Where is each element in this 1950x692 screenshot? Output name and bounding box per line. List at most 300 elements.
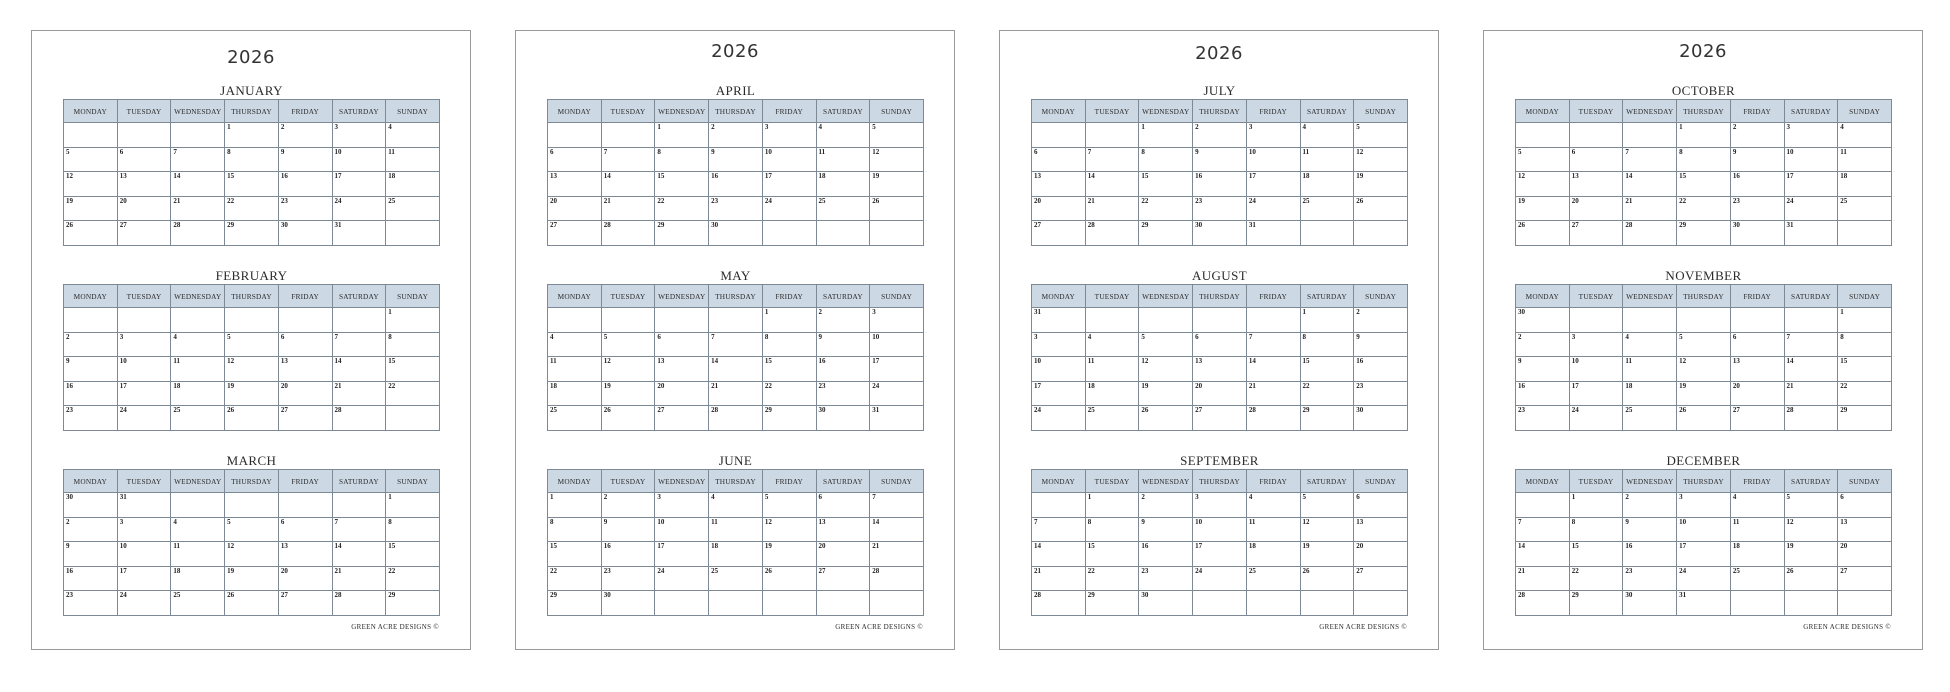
day-cell: 22: [1569, 566, 1623, 591]
weekday-header: SUNDAY: [1354, 285, 1408, 308]
day-cell: 21: [171, 196, 225, 221]
day-cell: [1246, 308, 1300, 333]
day-cell: 19: [1139, 381, 1193, 406]
day-cell: 9: [816, 332, 870, 357]
day-cell: 10: [332, 147, 386, 172]
day-cell: 21: [1516, 566, 1570, 591]
day-cell: 9: [601, 517, 655, 542]
day-cell: 28: [171, 221, 225, 246]
weekday-header: MONDAY: [1032, 470, 1086, 493]
day-cell: 25: [816, 196, 870, 221]
day-cell: [816, 221, 870, 246]
week-row: [64, 332, 440, 357]
day-cell: 22: [1838, 381, 1892, 406]
day-cell: 2: [1730, 123, 1784, 148]
day-cell: 10: [1677, 517, 1731, 542]
day-cell: 6: [278, 332, 332, 357]
day-cell: 19: [870, 172, 924, 197]
day-cell: 30: [1516, 308, 1570, 333]
week-row: [1516, 196, 1892, 221]
day-cell: 27: [1730, 406, 1784, 431]
month-block: [1031, 268, 1408, 431]
day-cell: [1032, 123, 1086, 148]
weekday-header: TUESDAY: [117, 285, 171, 308]
day-cell: 31: [1032, 308, 1086, 333]
weekday-header: TUESDAY: [1569, 100, 1623, 123]
day-cell: 17: [1193, 542, 1247, 567]
day-cell: 12: [225, 542, 279, 567]
day-cell: 22: [548, 566, 602, 591]
weekday-header: WEDNESDAY: [1139, 470, 1193, 493]
week-row: [64, 542, 440, 567]
day-cell: 9: [1193, 147, 1247, 172]
day-cell: 18: [816, 172, 870, 197]
day-cell: 13: [816, 517, 870, 542]
day-cell: [117, 123, 171, 148]
weekday-header: SATURDAY: [1784, 470, 1838, 493]
day-cell: 5: [1677, 332, 1731, 357]
day-cell: 24: [1032, 406, 1086, 431]
day-cell: 19: [225, 381, 279, 406]
week-row: [1516, 332, 1892, 357]
day-cell: 16: [709, 172, 763, 197]
month-block: [63, 268, 440, 431]
day-cell: 10: [762, 147, 816, 172]
day-cell: 6: [1838, 493, 1892, 518]
day-cell: 4: [1730, 493, 1784, 518]
day-cell: 26: [1300, 566, 1354, 591]
day-cell: 22: [762, 381, 816, 406]
day-cell: 3: [117, 332, 171, 357]
day-cell: 1: [386, 308, 440, 333]
weekday-header: THURSDAY: [225, 100, 279, 123]
weekday-header: SUNDAY: [386, 285, 440, 308]
day-cell: 17: [870, 357, 924, 382]
day-cell: 21: [1246, 381, 1300, 406]
weekday-header: MONDAY: [1032, 285, 1086, 308]
day-cell: 15: [386, 542, 440, 567]
day-cell: 14: [1032, 542, 1086, 567]
week-row: [64, 566, 440, 591]
day-cell: 29: [1569, 591, 1623, 616]
weekday-header: SATURDAY: [332, 285, 386, 308]
day-cell: 5: [1784, 493, 1838, 518]
day-cell: [1032, 493, 1086, 518]
weekday-header: SUNDAY: [870, 470, 924, 493]
day-cell: 23: [64, 591, 118, 616]
day-cell: 17: [1246, 172, 1300, 197]
month-block: [1515, 268, 1892, 431]
week-row: [1032, 493, 1408, 518]
day-cell: [1677, 308, 1731, 333]
weekday-header-row: [64, 100, 440, 123]
weekday-header: TUESDAY: [601, 470, 655, 493]
day-cell: 24: [1784, 196, 1838, 221]
day-cell: 29: [225, 221, 279, 246]
day-cell: 24: [1569, 406, 1623, 431]
month-block: [547, 83, 924, 246]
day-cell: [1193, 308, 1247, 333]
day-cell: [1300, 221, 1354, 246]
day-cell: 18: [1838, 172, 1892, 197]
day-cell: 29: [1677, 221, 1731, 246]
day-cell: [171, 123, 225, 148]
day-cell: 26: [1516, 221, 1570, 246]
day-cell: [1838, 221, 1892, 246]
day-cell: 28: [1246, 406, 1300, 431]
day-cell: 12: [601, 357, 655, 382]
day-cell: 22: [1085, 566, 1139, 591]
day-cell: [1623, 308, 1677, 333]
weekday-header: TUESDAY: [117, 470, 171, 493]
day-cell: 31: [117, 493, 171, 518]
week-row: [1032, 147, 1408, 172]
day-cell: 18: [1730, 542, 1784, 567]
month-grid: [547, 99, 924, 246]
day-cell: 27: [278, 591, 332, 616]
day-cell: [1139, 308, 1193, 333]
day-cell: 25: [171, 406, 225, 431]
day-cell: 21: [1784, 381, 1838, 406]
day-cell: 18: [1623, 381, 1677, 406]
month-grid: [1031, 469, 1408, 616]
day-cell: 15: [655, 172, 709, 197]
day-cell: 8: [386, 517, 440, 542]
weekday-header: TUESDAY: [601, 285, 655, 308]
month-block: [547, 268, 924, 431]
day-cell: 6: [1032, 147, 1086, 172]
day-cell: 29: [1838, 406, 1892, 431]
weekday-header: WEDNESDAY: [1139, 100, 1193, 123]
weekday-header: MONDAY: [1516, 470, 1570, 493]
day-cell: 18: [386, 172, 440, 197]
week-row: [548, 542, 924, 567]
day-cell: 12: [762, 517, 816, 542]
day-cell: 23: [1730, 196, 1784, 221]
day-cell: 24: [870, 381, 924, 406]
day-cell: 13: [117, 172, 171, 197]
day-cell: 29: [1139, 221, 1193, 246]
day-cell: 23: [816, 381, 870, 406]
day-cell: [1085, 123, 1139, 148]
day-cell: 6: [278, 517, 332, 542]
weekday-header-row: [1516, 100, 1892, 123]
calendar-page: [1483, 30, 1923, 650]
week-row: [548, 357, 924, 382]
day-cell: 11: [171, 357, 225, 382]
day-cell: 13: [278, 357, 332, 382]
month-block: [1031, 83, 1408, 246]
day-cell: 21: [1623, 196, 1677, 221]
day-cell: 13: [1032, 172, 1086, 197]
day-cell: 17: [1032, 381, 1086, 406]
day-cell: 1: [1139, 123, 1193, 148]
weekday-header: TUESDAY: [1085, 470, 1139, 493]
day-cell: 8: [762, 332, 816, 357]
day-cell: 30: [278, 221, 332, 246]
weekday-header: SUNDAY: [386, 470, 440, 493]
day-cell: [225, 493, 279, 518]
month-grid: [547, 469, 924, 616]
month-title: FEBRUARY: [215, 268, 288, 283]
weekday-header: SATURDAY: [1300, 470, 1354, 493]
day-cell: 10: [1032, 357, 1086, 382]
day-cell: [1300, 591, 1354, 616]
day-cell: 27: [1354, 566, 1408, 591]
day-cell: 25: [1246, 566, 1300, 591]
day-cell: 3: [117, 517, 171, 542]
day-cell: 19: [225, 566, 279, 591]
week-row: [1516, 517, 1892, 542]
day-cell: 4: [709, 493, 763, 518]
week-row: [548, 196, 924, 221]
weekday-header: TUESDAY: [117, 100, 171, 123]
day-cell: 29: [1300, 406, 1354, 431]
day-cell: 2: [278, 123, 332, 148]
day-cell: 5: [1516, 147, 1570, 172]
week-row: [548, 172, 924, 197]
day-cell: 13: [1354, 517, 1408, 542]
month-grid: [547, 284, 924, 431]
day-cell: 26: [1677, 406, 1731, 431]
day-cell: 9: [64, 357, 118, 382]
day-cell: 15: [1139, 172, 1193, 197]
day-cell: 25: [548, 406, 602, 431]
day-cell: 20: [278, 381, 332, 406]
day-cell: 9: [1354, 332, 1408, 357]
day-cell: 18: [548, 381, 602, 406]
day-cell: 30: [1730, 221, 1784, 246]
day-cell: 30: [1623, 591, 1677, 616]
day-cell: 8: [1569, 517, 1623, 542]
day-cell: 20: [816, 542, 870, 567]
day-cell: 13: [278, 542, 332, 567]
week-row: [1032, 591, 1408, 616]
month-title: DECEMBER: [1666, 453, 1741, 468]
weekday-header: SATURDAY: [816, 100, 870, 123]
day-cell: [1354, 591, 1408, 616]
calendar-page: [999, 30, 1439, 650]
week-row: [64, 147, 440, 172]
weekday-header-row: [1032, 285, 1408, 308]
week-row: [1032, 381, 1408, 406]
day-cell: 8: [225, 147, 279, 172]
day-cell: 26: [870, 196, 924, 221]
day-cell: 17: [117, 566, 171, 591]
year-title: 2026: [227, 47, 275, 68]
weekday-header: THURSDAY: [225, 470, 279, 493]
day-cell: 7: [709, 332, 763, 357]
day-cell: [548, 308, 602, 333]
day-cell: 23: [1193, 196, 1247, 221]
day-cell: 27: [1569, 221, 1623, 246]
day-cell: 30: [816, 406, 870, 431]
week-row: [1516, 406, 1892, 431]
day-cell: [601, 308, 655, 333]
weekday-header: SATURDAY: [332, 470, 386, 493]
day-cell: 20: [655, 381, 709, 406]
day-cell: 28: [332, 591, 386, 616]
day-cell: 14: [332, 357, 386, 382]
day-cell: [762, 591, 816, 616]
day-cell: 31: [1677, 591, 1731, 616]
week-row: [548, 308, 924, 333]
weekday-header: FRIDAY: [1730, 285, 1784, 308]
weekday-header: MONDAY: [64, 285, 118, 308]
week-row: [64, 381, 440, 406]
day-cell: 7: [171, 147, 225, 172]
day-cell: 17: [1677, 542, 1731, 567]
day-cell: 16: [601, 542, 655, 567]
day-cell: [64, 308, 118, 333]
year-title: 2026: [711, 41, 759, 62]
day-cell: 26: [601, 406, 655, 431]
weekday-header: FRIDAY: [762, 100, 816, 123]
day-cell: 30: [601, 591, 655, 616]
day-cell: 16: [64, 381, 118, 406]
day-cell: 22: [386, 381, 440, 406]
day-cell: 31: [870, 406, 924, 431]
week-row: [548, 591, 924, 616]
day-cell: 11: [1300, 147, 1354, 172]
day-cell: [709, 591, 763, 616]
day-cell: 18: [1085, 381, 1139, 406]
day-cell: 17: [332, 172, 386, 197]
weekday-header: SATURDAY: [816, 470, 870, 493]
weekday-header: TUESDAY: [1569, 285, 1623, 308]
weekday-header: WEDNESDAY: [655, 100, 709, 123]
day-cell: 13: [655, 357, 709, 382]
day-cell: [278, 493, 332, 518]
day-cell: 19: [64, 196, 118, 221]
day-cell: [1784, 591, 1838, 616]
day-cell: 15: [1569, 542, 1623, 567]
day-cell: [601, 123, 655, 148]
day-cell: 21: [1032, 566, 1086, 591]
weekday-header: MONDAY: [64, 470, 118, 493]
week-row: [1516, 566, 1892, 591]
weekday-header: WEDNESDAY: [1139, 285, 1193, 308]
day-cell: [1516, 123, 1570, 148]
weekday-header: TUESDAY: [1085, 285, 1139, 308]
day-cell: 7: [332, 332, 386, 357]
day-cell: 22: [1139, 196, 1193, 221]
day-cell: 3: [762, 123, 816, 148]
day-cell: 27: [548, 221, 602, 246]
year-title: 2026: [1195, 43, 1243, 64]
day-cell: [332, 308, 386, 333]
day-cell: 10: [1246, 147, 1300, 172]
month-grid: [1515, 99, 1892, 246]
day-cell: [1193, 591, 1247, 616]
day-cell: 14: [870, 517, 924, 542]
day-cell: 27: [1193, 406, 1247, 431]
day-cell: 15: [386, 357, 440, 382]
day-cell: 21: [601, 196, 655, 221]
day-cell: 26: [762, 566, 816, 591]
weekday-header: THURSDAY: [1193, 100, 1247, 123]
weekday-header-row: [548, 285, 924, 308]
weekday-header: TUESDAY: [1085, 100, 1139, 123]
day-cell: 8: [1838, 332, 1892, 357]
weekday-header: FRIDAY: [1730, 470, 1784, 493]
day-cell: 20: [1838, 542, 1892, 567]
day-cell: 9: [709, 147, 763, 172]
weekday-header-row: [1516, 285, 1892, 308]
week-row: [548, 493, 924, 518]
day-cell: [225, 308, 279, 333]
day-cell: 11: [548, 357, 602, 382]
day-cell: 4: [1085, 332, 1139, 357]
day-cell: 8: [548, 517, 602, 542]
week-row: [64, 591, 440, 616]
day-cell: 5: [225, 517, 279, 542]
day-cell: 10: [870, 332, 924, 357]
day-cell: 14: [1623, 172, 1677, 197]
day-cell: 12: [225, 357, 279, 382]
weekday-header: THURSDAY: [1677, 285, 1731, 308]
week-row: [1032, 566, 1408, 591]
week-row: [1516, 147, 1892, 172]
day-cell: 16: [816, 357, 870, 382]
day-cell: 20: [1354, 542, 1408, 567]
day-cell: 7: [601, 147, 655, 172]
day-cell: 15: [1838, 357, 1892, 382]
month-block: [1515, 453, 1892, 616]
day-cell: [1569, 123, 1623, 148]
week-row: [1032, 308, 1408, 333]
month-grid: [63, 99, 440, 246]
day-cell: 6: [816, 493, 870, 518]
day-cell: 29: [386, 591, 440, 616]
month-title: APRIL: [715, 83, 756, 98]
week-row: [1516, 172, 1892, 197]
week-row: [1516, 123, 1892, 148]
year-title: 2026: [1679, 41, 1727, 62]
week-row: [64, 123, 440, 148]
day-cell: 26: [1354, 196, 1408, 221]
day-cell: 9: [1623, 517, 1677, 542]
day-cell: 3: [655, 493, 709, 518]
day-cell: 11: [1246, 517, 1300, 542]
day-cell: [1623, 123, 1677, 148]
day-cell: 28: [870, 566, 924, 591]
day-cell: 28: [1623, 221, 1677, 246]
day-cell: 26: [1139, 406, 1193, 431]
month-grid: [1515, 284, 1892, 431]
day-cell: 16: [1193, 172, 1247, 197]
month-grid: [1515, 469, 1892, 616]
day-cell: 2: [1193, 123, 1247, 148]
month-block: [63, 83, 440, 246]
weekday-header: FRIDAY: [1246, 470, 1300, 493]
day-cell: [64, 123, 118, 148]
day-cell: 7: [1032, 517, 1086, 542]
calendar-page: [515, 30, 955, 650]
day-cell: 6: [1354, 493, 1408, 518]
day-cell: 25: [1730, 566, 1784, 591]
day-cell: 30: [709, 221, 763, 246]
day-cell: 12: [1784, 517, 1838, 542]
day-cell: 21: [870, 542, 924, 567]
day-cell: 28: [601, 221, 655, 246]
day-cell: 15: [762, 357, 816, 382]
week-row: [1032, 221, 1408, 246]
month-title: JULY: [1203, 83, 1236, 98]
week-row: [1032, 517, 1408, 542]
day-cell: 3: [1193, 493, 1247, 518]
day-cell: 15: [225, 172, 279, 197]
